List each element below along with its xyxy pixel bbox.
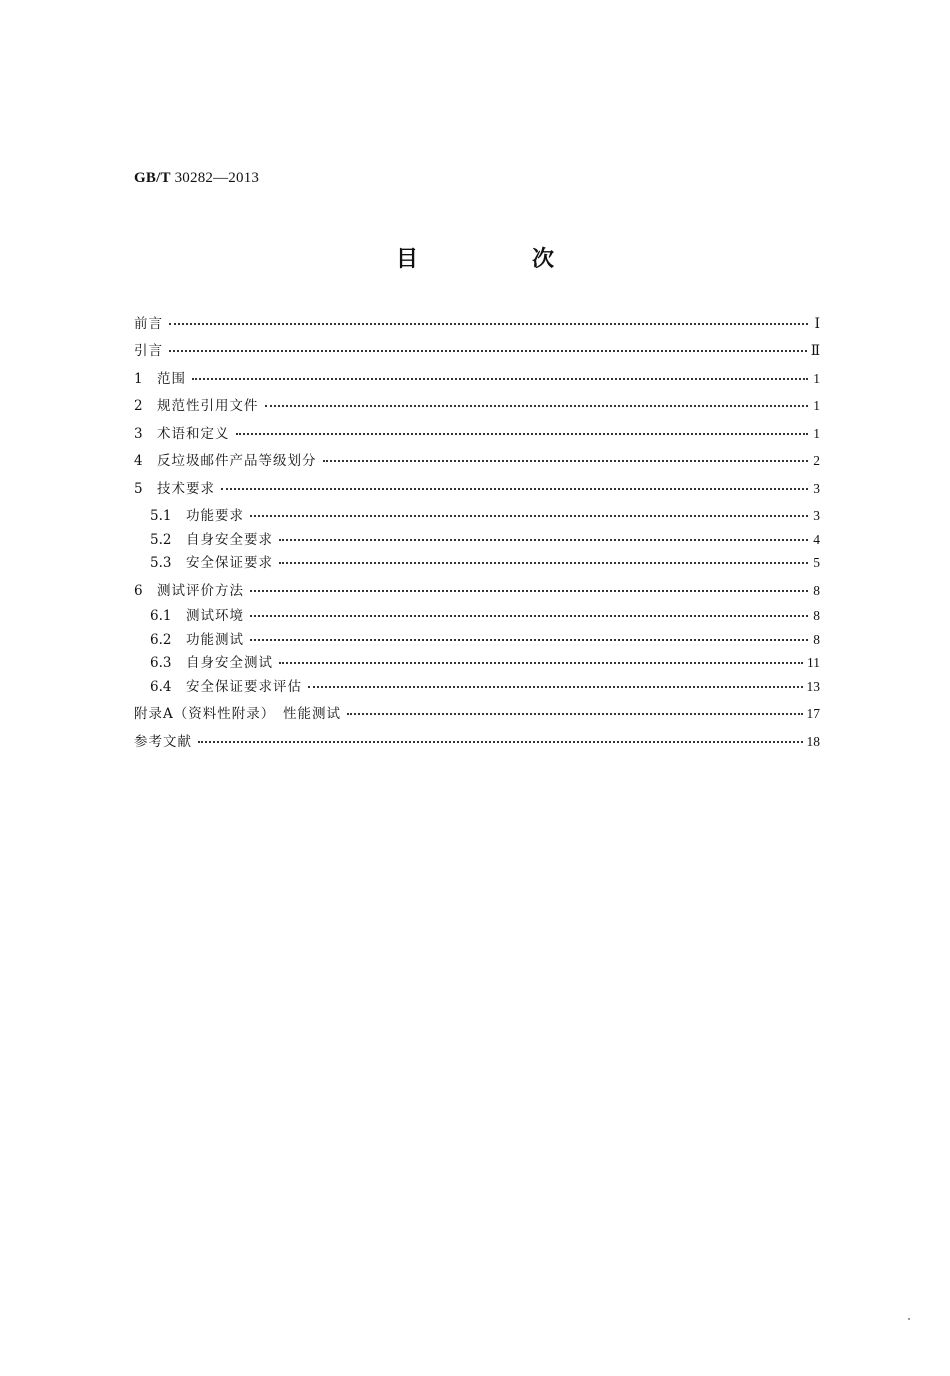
toc-entry-number: 5	[134, 481, 143, 497]
standard-code-prefix: GB/T	[134, 170, 171, 186]
toc-entry-label: 规范性引用文件	[157, 398, 259, 414]
toc-dot-leader	[265, 404, 809, 407]
toc-entry[interactable]	[134, 507, 820, 525]
toc-entry-number: 4	[134, 453, 143, 469]
standard-code-number: 30282—2013	[174, 170, 260, 186]
toc-entry[interactable]	[134, 531, 820, 549]
toc-entry-page: 4	[813, 532, 820, 547]
toc-entry[interactable]	[134, 582, 820, 600]
toc-entry-number: 5.2	[150, 532, 172, 548]
toc-entry-label: 参考文献	[134, 734, 192, 750]
toc-entry-page: 18	[806, 734, 820, 749]
toc-dot-leader	[323, 459, 809, 462]
standard-code	[134, 170, 259, 187]
toc-entry-page: 13	[806, 679, 820, 694]
toc-entry-number: 6.2	[150, 632, 172, 648]
toc-dot-leader	[279, 561, 808, 564]
table-of-contents	[134, 315, 820, 755]
toc-entry-label: 功能测试	[186, 632, 244, 648]
toc-entry-page: 1	[813, 398, 820, 413]
toc-entry-page: 8	[813, 608, 820, 623]
toc-entry-number: 3	[134, 426, 143, 442]
toc-entry-label: 安全保证要求	[186, 555, 273, 571]
toc-entry-number: 6.4	[150, 679, 172, 695]
scan-speck	[908, 1318, 910, 1320]
toc-entry-label: 测试环境	[186, 608, 244, 624]
toc-dot-leader	[308, 685, 803, 688]
toc-entry-page: 3	[813, 508, 820, 523]
toc-entry-number: 2	[134, 398, 143, 414]
toc-dot-leader	[236, 432, 809, 435]
toc-dot-leader	[250, 638, 808, 641]
toc-entry-label: 引言	[134, 343, 163, 359]
toc-entry[interactable]	[134, 397, 820, 415]
toc-dot-leader	[198, 740, 803, 743]
toc-entry-page: 17	[806, 706, 820, 721]
toc-entry[interactable]	[134, 480, 820, 498]
toc-entry-number: 6	[134, 583, 143, 599]
toc-entry[interactable]	[134, 678, 820, 696]
toc-entry-label: 术语和定义	[157, 426, 230, 442]
toc-title: 目 次	[395, 247, 600, 272]
toc-entry[interactable]	[134, 554, 820, 572]
toc-entry-label: 前言	[134, 316, 163, 332]
toc-entry[interactable]	[134, 733, 820, 751]
toc-entry-page: 1	[813, 371, 820, 386]
toc-entry-number: 5.1	[150, 508, 172, 524]
toc-entry[interactable]	[134, 452, 820, 470]
toc-entry[interactable]	[134, 705, 820, 723]
toc-entry-page: 8	[813, 583, 820, 598]
toc-dot-leader	[250, 514, 808, 517]
toc-entry-label: 技术要求	[157, 481, 215, 497]
toc-dot-leader	[192, 377, 808, 380]
toc-entry-page: 11	[807, 655, 820, 670]
toc-entry-label: 自身安全测试	[186, 655, 273, 671]
toc-dot-leader	[250, 614, 808, 617]
toc-entry-label: 测试评价方法	[157, 583, 244, 599]
toc-dot-leader	[250, 589, 808, 592]
toc-entry-number: 6.3	[150, 655, 172, 671]
toc-entry-page: 5	[813, 555, 820, 570]
toc-entry[interactable]	[134, 370, 820, 388]
toc-entry[interactable]	[134, 425, 820, 443]
toc-entry-label: 附录A（资料性附录） 性能测试	[134, 706, 341, 722]
toc-entry[interactable]	[134, 342, 820, 360]
toc-entry-number: 5.3	[150, 555, 172, 571]
toc-entry-label: 安全保证要求评估	[186, 679, 302, 695]
toc-dot-leader	[169, 322, 808, 325]
toc-entry-page: 2	[813, 453, 820, 468]
toc-dot-leader	[279, 538, 808, 541]
toc-dot-leader	[347, 712, 803, 715]
toc-entry-label: 功能要求	[186, 508, 244, 524]
toc-entry[interactable]	[134, 631, 820, 649]
toc-entry[interactable]	[134, 654, 820, 672]
toc-entry[interactable]	[134, 315, 820, 333]
toc-dot-leader	[279, 661, 803, 664]
toc-entry-page: 8	[813, 632, 820, 647]
toc-dot-leader	[169, 349, 807, 352]
toc-dot-leader	[221, 487, 808, 490]
toc-entry-page: 1	[813, 426, 820, 441]
toc-entry-label: 自身安全要求	[186, 532, 273, 548]
toc-entry-page: 3	[813, 481, 820, 496]
toc-entry-number: 6.1	[150, 608, 172, 624]
toc-entry-page: Ⅰ	[814, 316, 820, 331]
toc-entry-label: 范围	[157, 371, 186, 387]
toc-entry-number: 1	[134, 371, 143, 387]
toc-entry-page: Ⅱ	[810, 343, 820, 358]
toc-entry[interactable]	[134, 607, 820, 625]
toc-entry-label: 反垃圾邮件产品等级划分	[157, 453, 317, 469]
